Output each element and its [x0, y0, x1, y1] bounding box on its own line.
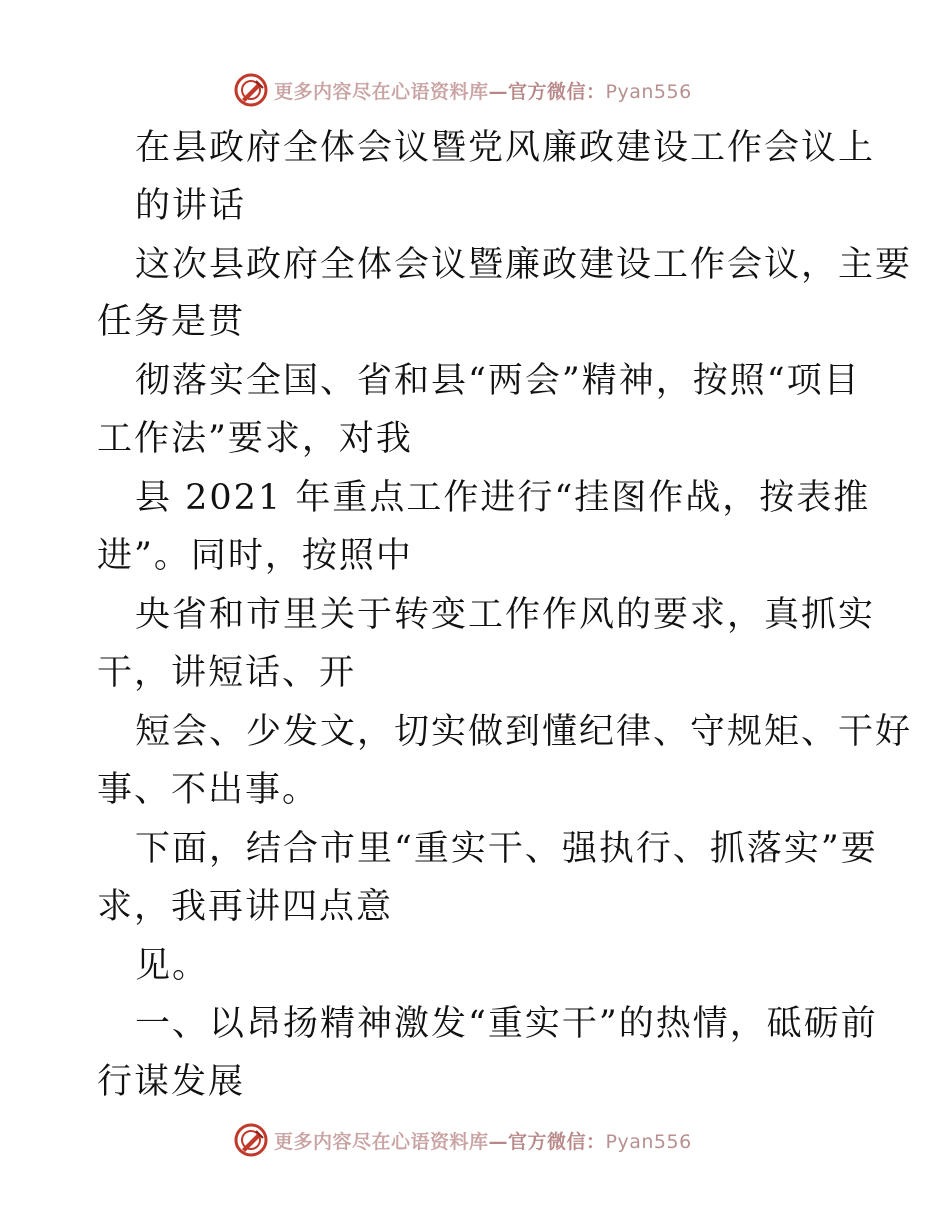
banner-dash: — [488, 1130, 509, 1153]
banner-site-name: 更多内容尽在心语资料库 [274, 80, 489, 103]
doc-line: 下面，结合市里“重实干、强执行、抓落实”要 [135, 829, 878, 869]
doc-title-line-1: 在县政府全体会议暨党风廉政建设工作会议上 [135, 128, 876, 168]
banner-wechat-label: 官方微信： [508, 80, 606, 103]
banner-text [274, 77, 692, 104]
doc-line: 工作法”要求，对我 [97, 419, 413, 459]
doc-line: 央省和市里关于转变工作作风的要求，真抓实 [135, 595, 876, 635]
banner-text [274, 1127, 692, 1154]
doc-line: 事、不出事。 [97, 770, 320, 810]
brand-logo-icon [234, 1123, 268, 1157]
doc-line: 进”。同时，按照中 [97, 536, 413, 576]
banner-site-name: 更多内容尽在心语资料库 [274, 1130, 489, 1153]
doc-line: 这次县政府全体会议暨廉政建设工作会议，主要 [135, 245, 913, 285]
doc-title-line-2: 的讲话 [135, 186, 247, 226]
doc-line: 彻落实全国、省和县“两会”精神，按照“项目 [135, 361, 861, 401]
doc-line: 县 2021 年重点工作进行“挂图作战，按表推 [135, 478, 871, 518]
banner-wechat-id: Pyan556 [605, 1130, 692, 1153]
doc-line: 见。 [135, 946, 210, 986]
banner-dash: — [488, 80, 509, 103]
doc-line: 干，讲短话、开 [97, 653, 357, 693]
section-heading-line: 一、以昂扬精神激发“重实干”的热情，砥砺前 [135, 1004, 878, 1044]
banner-wechat-label: 官方微信： [508, 1130, 606, 1153]
doc-line: 短会、少发文，切实做到懂纪律、守规矩、干好 [135, 712, 913, 752]
section-heading-line: 行谋发展 [97, 1062, 246, 1102]
banner-wechat-id: Pyan556 [605, 80, 692, 103]
footer-watermark-banner [234, 1120, 692, 1160]
doc-line: 任务是贯 [97, 302, 246, 342]
header-watermark-banner [234, 70, 692, 110]
doc-line: 求，我再讲四点意 [97, 887, 394, 927]
brand-logo-icon [234, 73, 268, 107]
